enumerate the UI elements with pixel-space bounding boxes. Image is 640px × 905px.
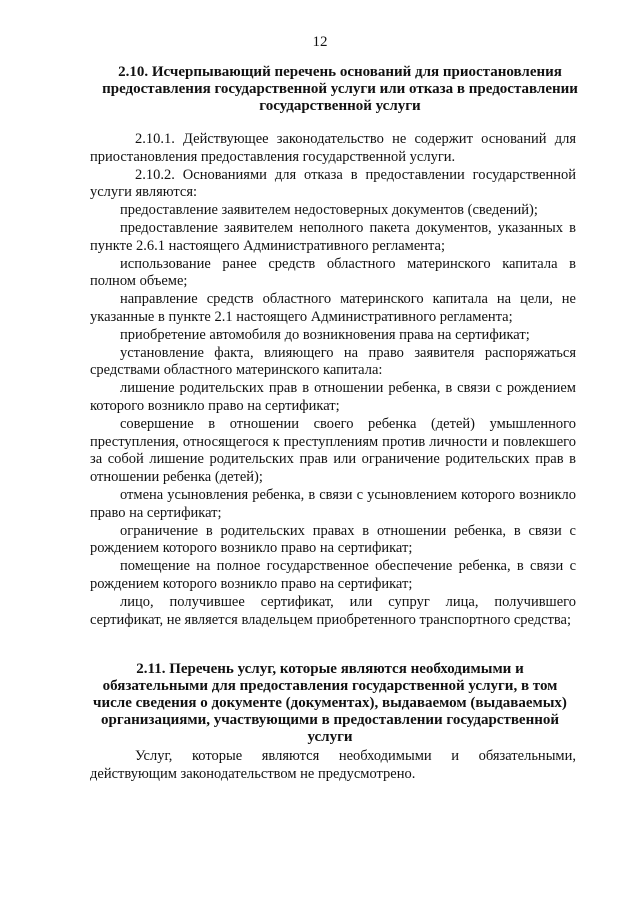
list-item: направление средств областного материнского капитала на цели, не указанные в пункте 2.1 настоящего Административного регламента; [90,291,576,325]
section-2-11-heading: 2.11. Перечень услуг, которые являются необходимыми и обязательными для предоставления государственной услуги, в том числе сведения о документе (документах), выдаваемом (выдаваемых) организациями, участвующими в предоставлении государственной услуги [93,661,567,745]
list-item: использование ранее средств областного материнского капитала в полном объеме; [90,255,576,290]
list-item: предоставление заявителем недостоверных документов (сведений); [120,202,538,219]
list-item: лицо, получившее сертификат, или супруг лица, получившего сертификат, не является владельцем приобретенного транспортного средства; [90,593,576,628]
list-item: предоставление заявителем неполного пакета документов, указанных в пункте 2.6.1 настоящего Административного регламента; [90,219,576,254]
paragraph-2-10-2: 2.10.2. Основаниями для отказа в предоставлении государственной услуги являются: [90,166,576,201]
paragraph-2-10-1: 2.10.1. Действующее законодательство не содержит оснований для приостановления предоставления государственной услуги. [90,131,576,165]
list-item: установление факта, влияющего на право заявителя распоряжаться средствами областного материнского капитала: [90,344,576,379]
list-item: лишение родительских прав в отношении ребенка, в связи с рождением которого возникло право на сертификат; [90,380,576,414]
list-item: приобретение автомобиля до возникновения права на сертификат; [120,326,530,343]
list-item: отмена усыновления ребенка, в связи с усыновлением которого возникло право на сертификат; [90,486,576,521]
paragraph-2-11-body: Услуг, которые являются необходимыми и обязательными, действующим законодательством не предусмотрено. [90,748,576,782]
section-2-10-heading: 2.10. Исчерпывающий перечень оснований для приостановления предоставления государственной услуги или отказа в предоставлении государственной услуги [102,64,578,114]
section-2-11-body [90,748,576,784]
section-2-10-body [90,131,576,629]
page-number: 12 [312,34,328,50]
list-item: помещение на полное государственное обеспечение ребенка, в связи с рождением которого возникло право на сертификат; [90,558,576,592]
list-item: ограничение в родительских правах в отношении ребенка, в связи с рождением которого возникло право на сертификат; [90,522,576,557]
list-item: совершение в отношении своего ребенка (детей) умышленного преступления, относящегося к преступлениям против личности и повлекшего за собой лишение родительских прав или ограничение родительских прав в отношении ребенка (детей); [90,415,576,486]
